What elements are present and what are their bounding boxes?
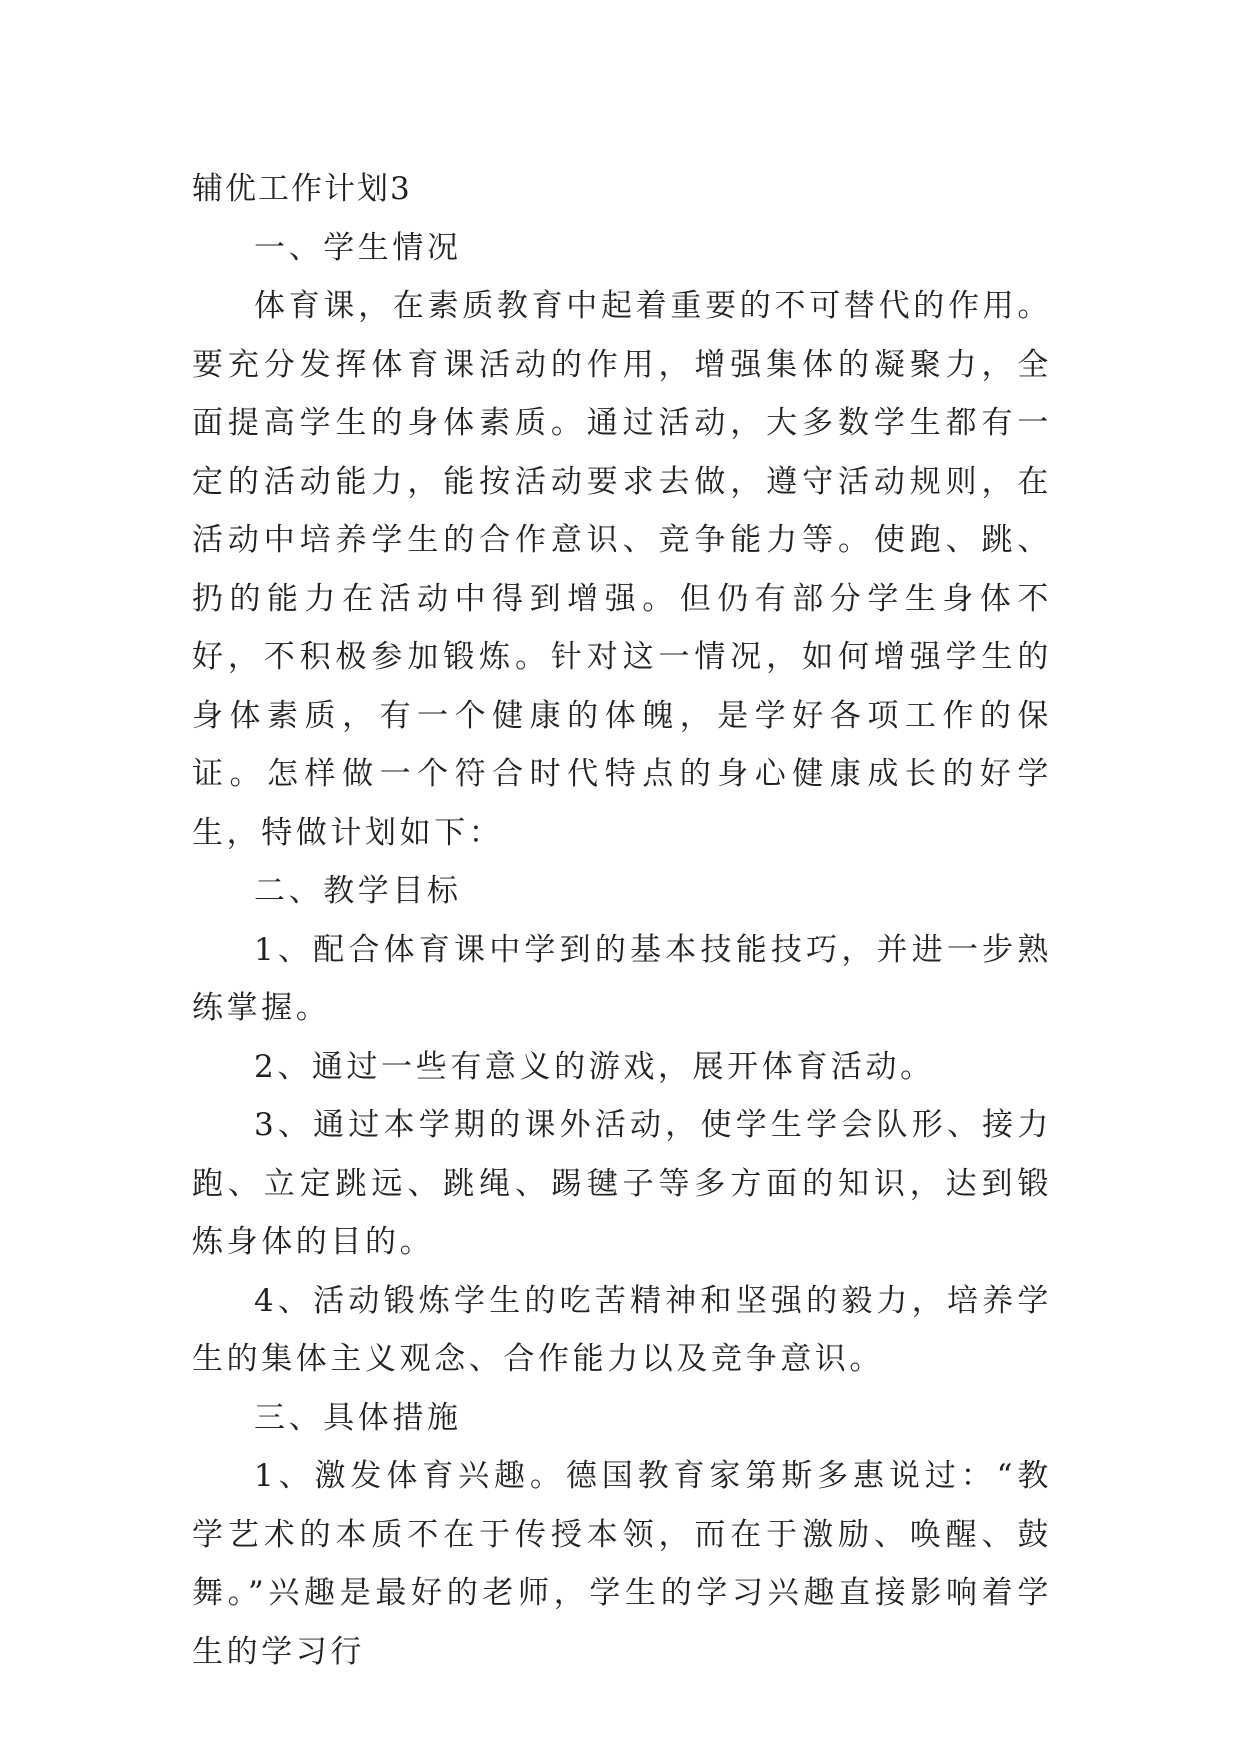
- paragraph: 2、通过一些有意义的游戏，展开体育活动。: [254, 1048, 935, 1085]
- section-heading-student-situation: 一、学生情况: [254, 229, 462, 266]
- section-heading-specific-measures: 三、具体措施: [254, 1399, 462, 1436]
- paragraph: 体育课，在素质教育中起着重要的不可替代的作用。要充分发挥体育课活动的作用，增强集体的凝聚力，全面提高学生的身体素质。通过活动，大多数学生都有一定的活动能力，能按活动要求去做，遵守活动规则，在活动中培养学生的合作意识、竞争能力等。使跑、跳、扔的能力在活动中得到增强。但仍有部分学生身体不好，不积极参加锻炼。针对这一情况，如何增强学生的身体素质，有一个健康的体魄，是学好各项工作的保证。怎样做一个符合时代特点的身心健康成长的好学生，特做计划如下：: [192, 288, 1052, 851]
- document-title: 辅优工作计划3: [192, 171, 412, 207]
- paragraph: 1、激发体育兴趣。德国教育家第斯多惠说过：“教学艺术的本质不在于传授本领，而在于激励、唤醒、鼓舞。”兴趣是最好的老师，学生的学习兴趣直接影响着学生的学习行: [192, 1458, 1052, 1670]
- document-body: [192, 160, 1052, 1681]
- paragraph: 4、活动锻炼学生的吃苦精神和坚强的毅力，培养学生的集体主义观念、合作能力以及竞争意识。: [192, 1282, 1052, 1377]
- section-heading-teaching-goals: 二、教学目标: [254, 873, 462, 909]
- paragraph: 3、通过本学期的课外活动，使学生学会队形、接力跑、立定跳远、跳绳、踢毽子等多方面的知识，达到锻炼身体的目的。: [192, 1107, 1052, 1260]
- paragraph: 1、配合体育课中学到的基本技能技巧，并进一步熟练掌握。: [192, 931, 1052, 1026]
